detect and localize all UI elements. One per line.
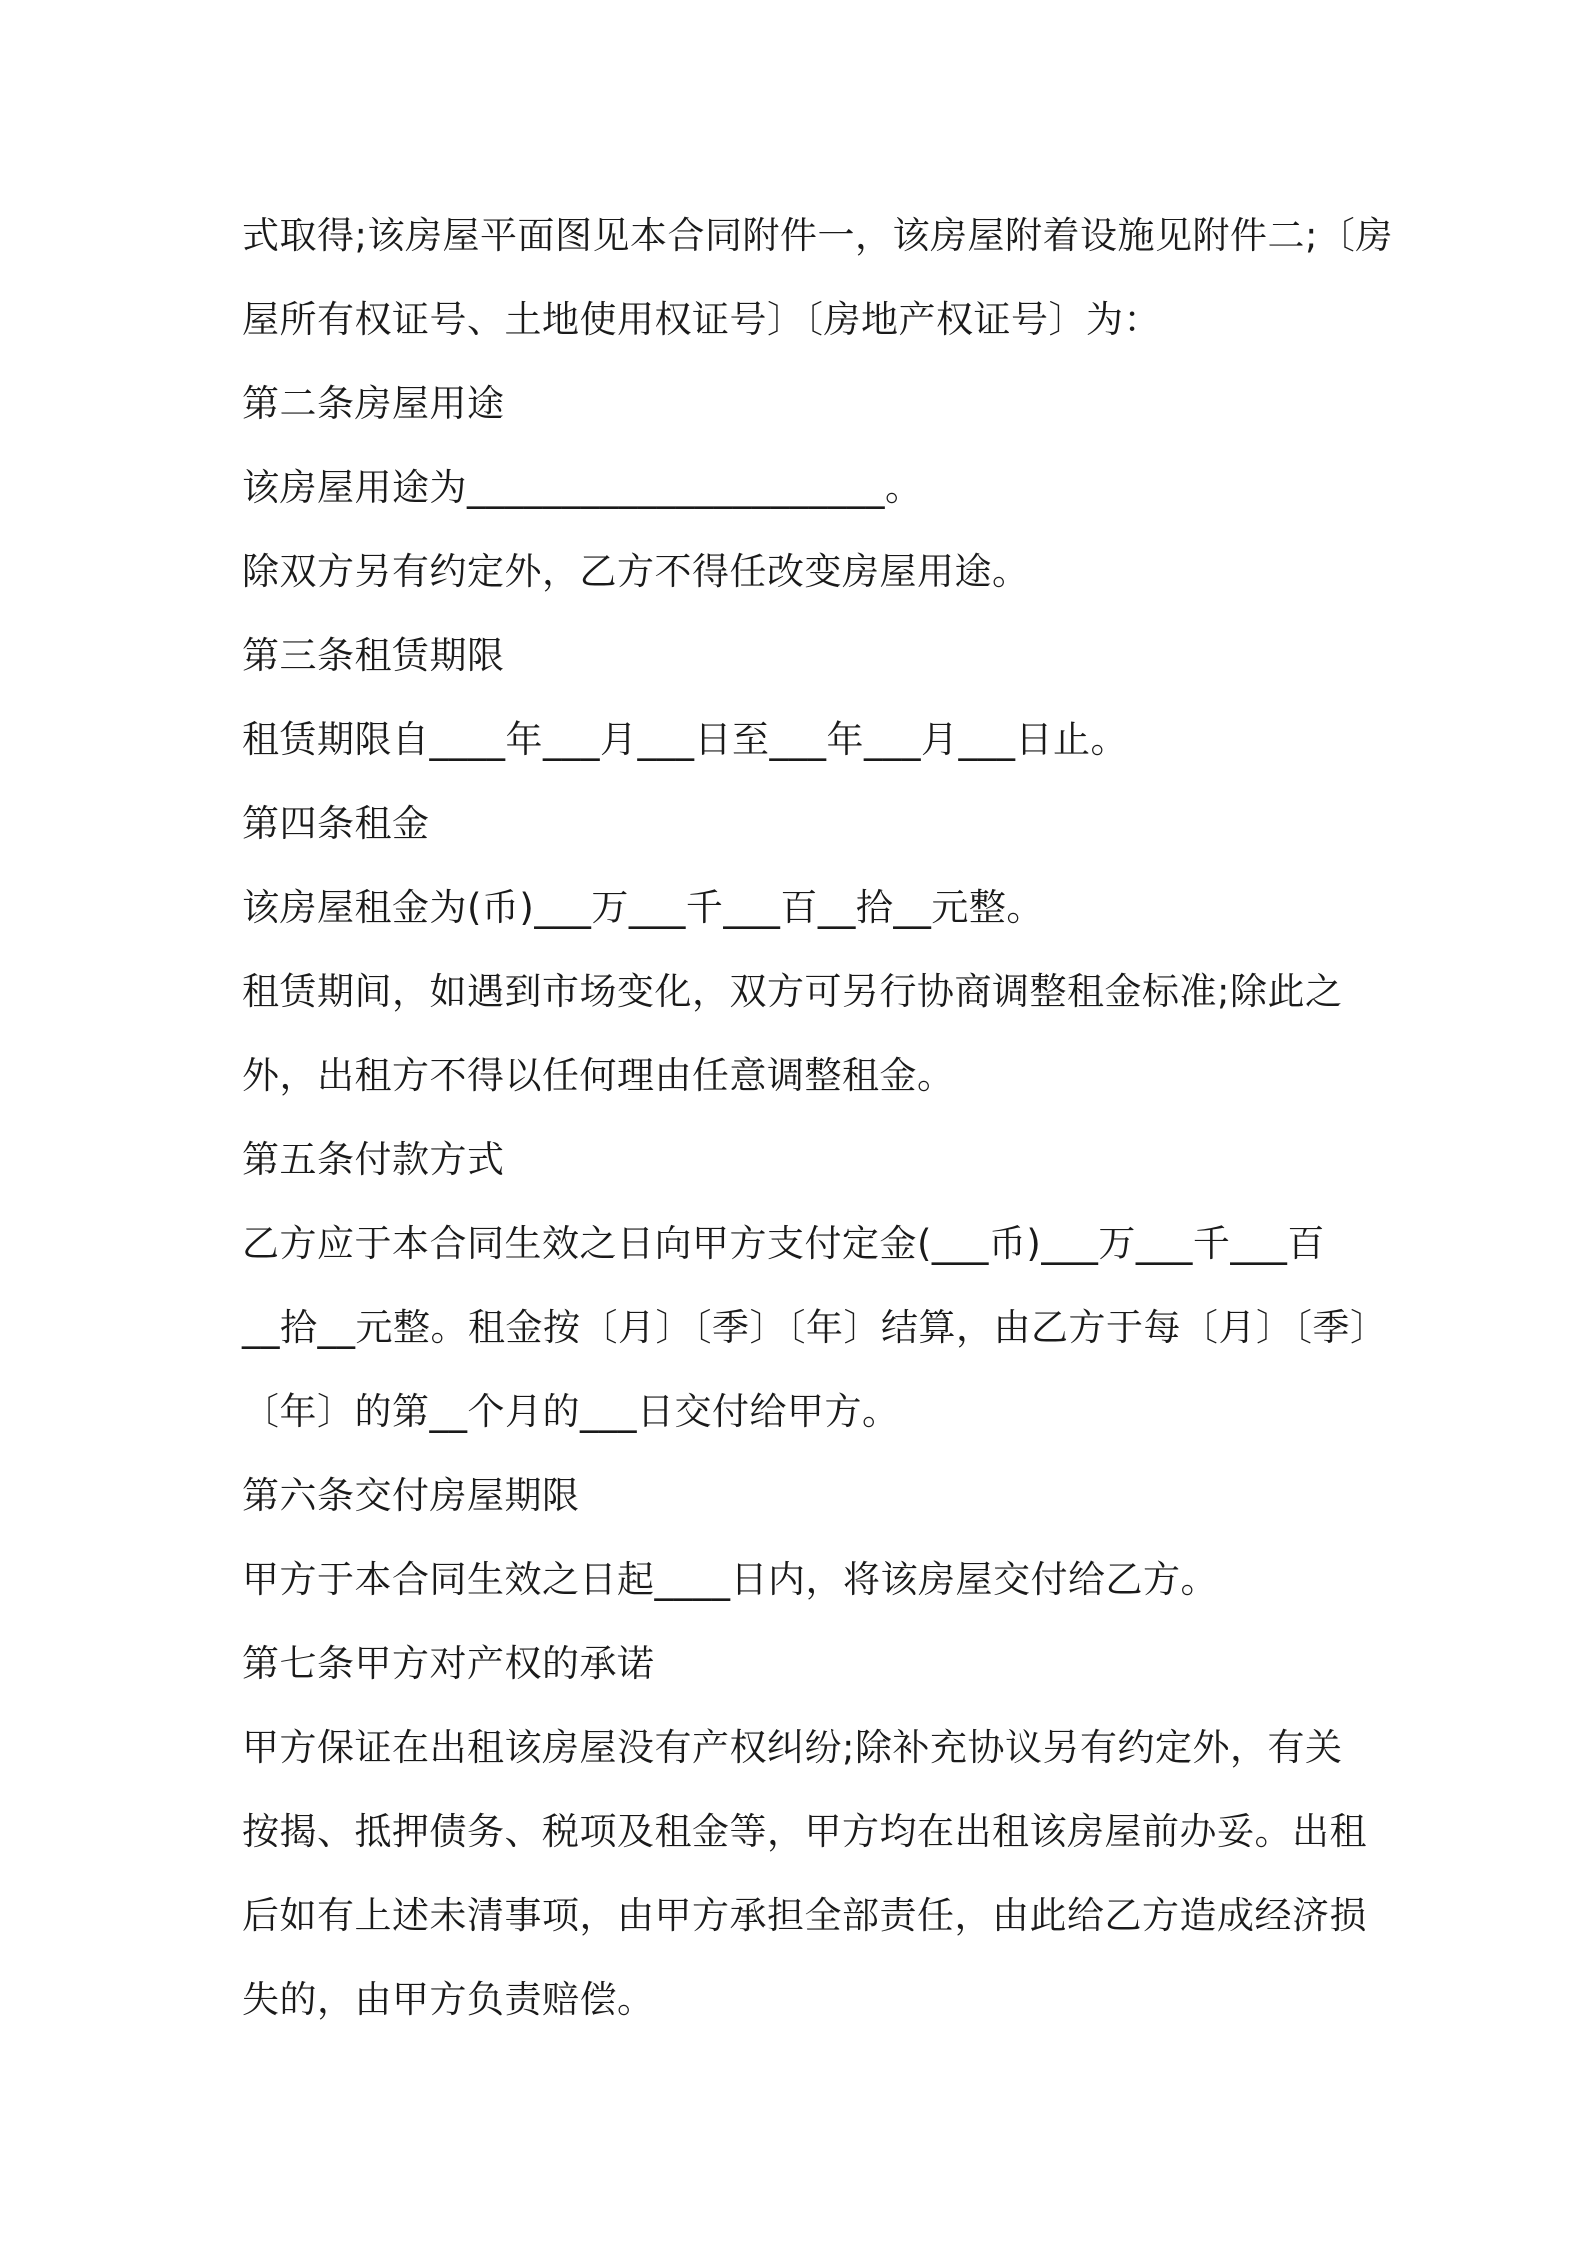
text-line: 式取得;该房屋平面图见本合同附件一，该房屋附着设施见附件二;〔房	[242, 214, 1393, 257]
text-line: 后如有上述未清事项，由甲方承担全部责任，由此给乙方造成经济损	[242, 1894, 1367, 1937]
text-line: 乙方应于本合同生效之日向甲方支付定金(___币)___万___千___百	[242, 1222, 1325, 1265]
text-line: 〔年〕的第__个月的___日交付给甲方。	[242, 1390, 900, 1433]
text-line: 甲方保证在出租该房屋没有产权纠纷;除补充协议另有约定外，有关	[242, 1726, 1343, 1769]
article-2-heading: 第二条房屋用途	[242, 382, 505, 425]
text-line: 除双方另有约定外，乙方不得任改变房屋用途。	[242, 550, 1030, 593]
text-line: 租赁期间，如遇到市场变化，双方可另行协商调整租金标准;除此之	[242, 970, 1343, 1013]
text-line: 屋所有权证号、土地使用权证号〕〔房地产权证号〕为：	[242, 298, 1161, 341]
text-line: 租赁期限自____年___月___日至___年___月___日止。	[242, 718, 1128, 761]
article-3-heading: 第三条租赁期限	[242, 634, 505, 677]
text-line: 按揭、抵押债务、税项及租金等，甲方均在出租该房屋前办妥。出租	[242, 1810, 1367, 1853]
text-line: 甲方于本合同生效之日起____日内，将该房屋交付给乙方。	[242, 1558, 1218, 1601]
text-line: 外，出租方不得以任何理由任意调整租金。	[242, 1054, 955, 1097]
text-line: 失的，由甲方负责赔偿。	[242, 1978, 655, 2021]
article-4-heading: 第四条租金	[242, 802, 430, 845]
article-5-heading: 第五条付款方式	[242, 1138, 505, 1181]
text-line: __拾__元整。租金按〔月〕〔季〕〔年〕结算，由乙方于每〔月〕〔季〕	[242, 1306, 1388, 1349]
text-line: 该房屋用途为______________________。	[242, 466, 923, 509]
article-7-heading: 第七条甲方对产权的承诺	[242, 1642, 655, 1685]
article-6-heading: 第六条交付房屋期限	[242, 1474, 580, 1517]
contract-text	[242, 194, 1393, 2042]
text-line: 该房屋租金为(币)___万___千___百__拾__元整。	[242, 886, 1044, 929]
